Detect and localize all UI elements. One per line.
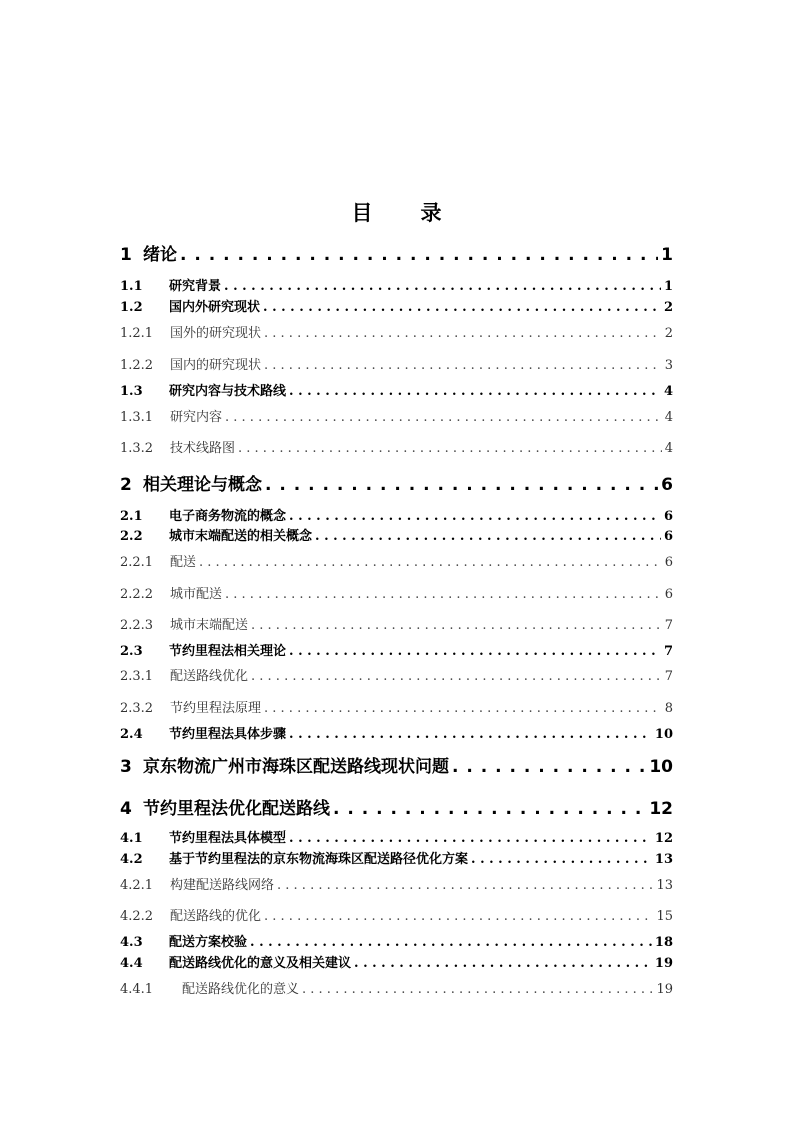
toc-entry-page: 12 [649, 799, 673, 819]
toc-entry-title: 配送路线优化 [170, 669, 249, 684]
toc-entry-1-2-1[interactable] [120, 322, 673, 341]
dot-leader [180, 245, 658, 265]
toc-entry-title: 电子商务物流的概念 [169, 509, 287, 524]
toc-entry-4-4-1[interactable] [120, 978, 673, 997]
toc-entry-3[interactable] [120, 752, 673, 777]
toc-entry-title: 研究背景 [169, 279, 222, 294]
toc-entry-number: 2 [120, 475, 132, 495]
toc-entry-title: 技术线路图 [170, 441, 236, 456]
toc-entry-4[interactable] [120, 794, 673, 819]
dot-leader [289, 831, 652, 846]
toc-entry-1[interactable] [120, 240, 673, 265]
toc-entry-2-2-3[interactable] [120, 614, 673, 633]
toc-entry-page: 6 [661, 475, 673, 495]
toc-entry-page: 1 [663, 279, 673, 294]
toc-entry-page: 8 [664, 701, 673, 716]
toc-entry-1-2[interactable] [120, 296, 673, 315]
toc-entry-number: 4.4.1 [120, 982, 154, 997]
toc-entry-number: 1.2.1 [120, 326, 154, 341]
toc-entry-4-2-2[interactable] [120, 905, 673, 924]
toc-entry-page: 6 [663, 529, 673, 544]
toc-entry-page: 10 [654, 727, 673, 742]
toc-entry-2-3-2[interactable] [120, 697, 673, 716]
toc-entry-page: 2 [663, 300, 673, 315]
dot-leader [263, 300, 661, 315]
toc-entry-title: 构建配送路线网络 [170, 878, 275, 893]
toc-entry-page: 7 [663, 644, 673, 659]
toc-entry-number: 1.2.2 [120, 358, 154, 373]
dot-leader [264, 909, 653, 924]
dot-leader [225, 587, 662, 602]
toc-entry-page: 6 [664, 555, 673, 570]
toc-entry-title: 配送 [170, 555, 197, 570]
toc-entry-2-2-2[interactable] [120, 583, 673, 602]
toc-entry-1-3-2[interactable] [120, 437, 673, 456]
toc-title [0, 197, 793, 227]
toc-entry-page: 10 [649, 757, 673, 777]
toc-entry-2-2-1[interactable] [120, 551, 673, 570]
toc-title-char-1: 目 [351, 201, 373, 225]
toc-entry-page: 6 [663, 509, 673, 524]
toc-entry-4-1[interactable] [120, 827, 673, 846]
toc-entry-page: 4 [664, 441, 673, 456]
toc-entry-page: 1 [661, 245, 673, 265]
toc-entry-1-3[interactable] [120, 380, 673, 399]
toc-entry-number: 4.2.1 [120, 878, 154, 893]
toc-entry-title: 城市末端配送的相关概念 [169, 529, 313, 544]
toc-entry-number: 4.2 [120, 852, 143, 867]
toc-entry-title: 相关理论与概念 [143, 475, 262, 495]
toc-entry-2-2[interactable] [120, 525, 673, 544]
dot-leader [264, 358, 662, 373]
toc-entry-number: 2.3 [120, 644, 143, 659]
toc-entry-page: 2 [664, 326, 673, 341]
toc-title-char-2: 录 [420, 201, 442, 225]
dot-leader [225, 410, 662, 425]
toc-entry-number: 1.3 [120, 384, 143, 399]
toc-entry-4-3[interactable] [120, 931, 673, 950]
toc-entry-title: 配送方案校验 [169, 935, 248, 950]
toc-entry-title: 节约里程法具体模型 [169, 831, 287, 846]
dot-leader [251, 669, 662, 684]
toc-entry-title: 节约里程法原理 [170, 701, 262, 716]
toc-entry-number: 2.1 [120, 509, 143, 524]
toc-entry-title: 配送路线优化的意义 [182, 982, 300, 997]
toc-entry-4-2[interactable] [120, 848, 673, 867]
toc-entry-number: 1.3.1 [120, 410, 154, 425]
dot-leader [354, 956, 652, 971]
toc-entry-1-1[interactable] [120, 275, 673, 294]
dot-leader [264, 701, 662, 716]
toc-entry-number: 2.4 [120, 727, 143, 742]
toc-entry-title: 京东物流广州市海珠区配送路线现状问题 [143, 757, 449, 777]
dot-leader [289, 509, 661, 524]
toc-entry-2[interactable] [120, 470, 673, 495]
toc-entry-page: 19 [656, 982, 673, 997]
toc-entry-title: 城市配送 [170, 587, 223, 602]
toc-entry-2-1[interactable] [120, 505, 673, 524]
toc-entry-number: 4.4 [120, 956, 143, 971]
dot-leader [333, 799, 646, 819]
toc-entry-number: 2.3.1 [120, 669, 154, 684]
toc-entry-number: 2.2.1 [120, 555, 154, 570]
toc-entry-page: 12 [654, 831, 673, 846]
toc-entry-number: 2.2.3 [120, 618, 154, 633]
toc-entry-number: 2.2 [120, 529, 143, 544]
toc-entry-number: 1.3.2 [120, 441, 154, 456]
toc-entry-title: 国内外研究现状 [169, 300, 261, 315]
toc-entry-title: 研究内容与技术路线 [169, 384, 287, 399]
dot-leader [302, 982, 653, 997]
toc-entry-page: 19 [654, 956, 673, 971]
dot-leader [251, 618, 662, 633]
dot-leader [264, 326, 662, 341]
dot-leader [250, 935, 652, 950]
dot-leader [471, 852, 652, 867]
toc-entry-page: 4 [664, 410, 673, 425]
toc-entry-number: 4.2.2 [120, 909, 154, 924]
dot-leader [277, 878, 653, 893]
toc-entry-title: 国内的研究现状 [170, 358, 262, 373]
toc-entry-number: 1.1 [120, 279, 143, 294]
toc-entry-title: 配送路线优化的意义及相关建议 [169, 956, 352, 971]
toc-entry-page: 13 [656, 878, 673, 893]
toc-entry-number: 2.2.2 [120, 587, 154, 602]
toc-entry-title: 国外的研究现状 [170, 326, 262, 341]
toc-entry-number: 4.1 [120, 831, 143, 846]
dot-leader [289, 644, 661, 659]
toc-entry-title: 节约里程法优化配送路线 [143, 799, 330, 819]
toc-entry-title: 基于节约里程法的京东物流海珠区配送路径优化方案 [169, 852, 469, 867]
toc-entry-page: 7 [664, 618, 673, 633]
toc-entry-1-2-2[interactable] [120, 354, 673, 373]
toc-entry-title: 绪论 [143, 245, 177, 265]
toc-entry-4-2-1[interactable] [120, 874, 673, 893]
toc-entry-number: 3 [120, 757, 132, 777]
toc-entry-page: 18 [654, 935, 673, 950]
toc-entry-page: 4 [663, 384, 673, 399]
toc-entry-number: 1 [120, 245, 132, 265]
toc-entry-page: 7 [664, 669, 673, 684]
toc-entry-2-3-1[interactable] [120, 665, 673, 684]
toc-entry-title: 节约里程法相关理论 [169, 644, 287, 659]
toc-entry-title: 研究内容 [170, 410, 223, 425]
toc-entry-page: 13 [654, 852, 673, 867]
toc-entry-number: 2.3.2 [120, 701, 154, 716]
dot-leader [315, 529, 661, 544]
dot-leader [289, 384, 661, 399]
toc-entry-number: 4 [120, 799, 132, 819]
toc-entry-2-4[interactable] [120, 723, 673, 742]
toc-entry-number: 1.2 [120, 300, 143, 315]
toc-entry-4-4[interactable] [120, 952, 673, 971]
toc-entry-title: 城市末端配送 [170, 618, 249, 633]
toc-entry-2-3[interactable] [120, 640, 673, 659]
dot-leader [265, 475, 658, 495]
dot-leader [289, 727, 652, 742]
toc-entry-title: 节约里程法具体步骤 [169, 727, 287, 742]
dot-leader [224, 279, 661, 294]
toc-entry-1-3-1[interactable] [120, 406, 673, 425]
dot-leader [452, 757, 646, 777]
toc-entry-page: 6 [664, 587, 673, 602]
toc-entry-title: 配送路线的优化 [170, 909, 262, 924]
dot-leader [238, 441, 662, 456]
toc-entry-page: 3 [664, 358, 673, 373]
toc-entry-page: 15 [656, 909, 673, 924]
dot-leader [199, 555, 662, 570]
toc-entry-number: 4.3 [120, 935, 143, 950]
